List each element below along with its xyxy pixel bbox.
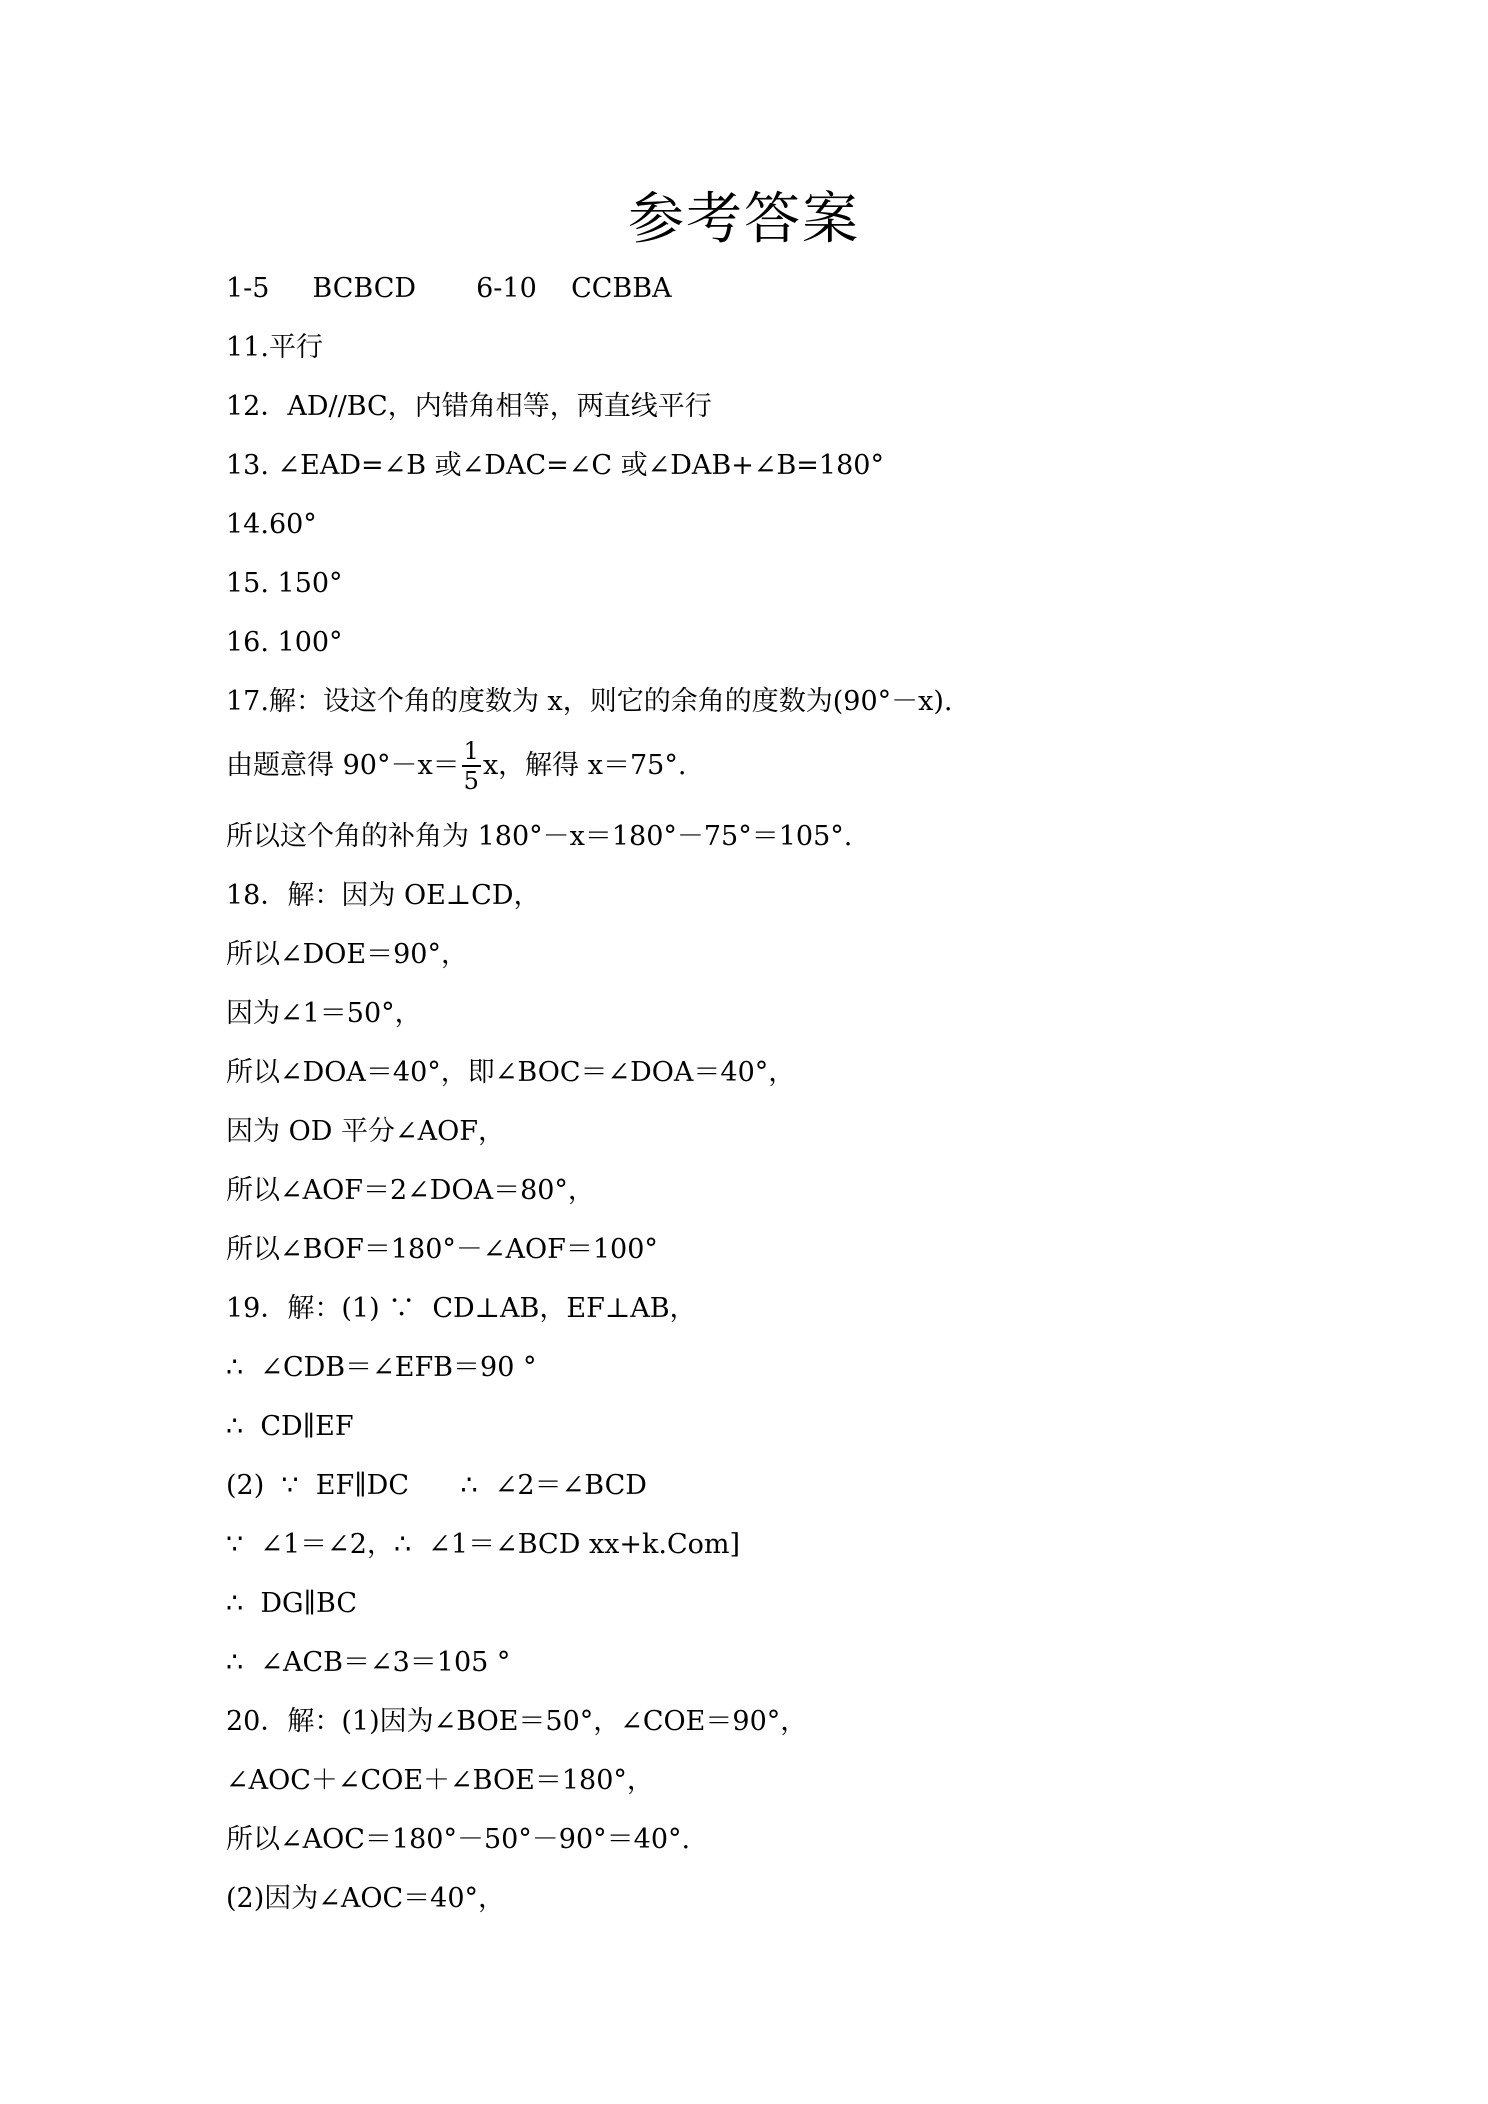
answer-line-18e: 因为 OD 平分∠AOF， xyxy=(226,1116,505,1147)
answer-line-18b: 所以∠DOE＝90°， xyxy=(226,939,468,970)
fraction-equation-line xyxy=(226,733,686,799)
answer-line-19c: ∴ CD∥EF xyxy=(226,1411,354,1442)
fraction-suffix: x，解得 x＝75°. xyxy=(482,750,687,781)
answer-line-19b: ∴ ∠CDB＝∠EFB＝90 ° xyxy=(226,1352,537,1383)
answer-line-18: 18．解：因为 OE⊥CD， xyxy=(226,880,541,911)
answer-line-19f: ∴ DG∥BC xyxy=(226,1588,358,1619)
answer-line-20: 20．解：(1)因为∠BOE＝50°，∠COE＝90°， xyxy=(226,1706,808,1737)
answer-line-20c: 所以∠AOC＝180°－50°－90°＝40°. xyxy=(226,1824,691,1855)
answer-line-18d: 所以∠DOA＝40°，即∠BOC＝∠DOA＝40°， xyxy=(226,1057,796,1088)
answer-line-19: 19．解：(1) ∵ CD⊥AB，EF⊥AB， xyxy=(226,1293,697,1324)
answer-line-15: 15. 150° xyxy=(226,568,343,599)
answer-line-18f: 所以∠AOF＝2∠DOA＝80°， xyxy=(226,1175,595,1206)
answer-line-choice: 1-5 BCBCD 6-10 CCBBA xyxy=(226,273,672,304)
answer-line-19d: (2) ∵ EF∥DC ∴ ∠2＝∠BCD xyxy=(226,1470,647,1501)
answer-line-17: 17.解：设这个角的度数为 x，则它的余角的度数为(90°－x). xyxy=(226,686,953,717)
fraction-numerator: 1 xyxy=(463,737,479,765)
answer-line-17b: 所以这个角的补角为 180°－x＝180°－75°＝105°. xyxy=(226,821,853,852)
answer-line-11: 11.平行 xyxy=(226,332,323,363)
fraction-prefix: 由题意得 90°－x＝ xyxy=(226,750,460,781)
answer-line-20d: (2)因为∠AOC＝40°， xyxy=(226,1883,506,1914)
fraction-denominator: 5 xyxy=(463,767,479,795)
fraction xyxy=(462,738,481,794)
answer-line-16: 16. 100° xyxy=(226,627,343,658)
answer-line-20b: ∠AOC＋∠COE＋∠BOE＝180°， xyxy=(226,1765,654,1796)
answer-line-19g: ∴ ∠ACB＝∠3＝105 ° xyxy=(226,1647,511,1678)
answer-line-13: 13. ∠EAD=∠B 或∠DAC=∠C 或∠DAB+∠B=180° xyxy=(226,450,884,481)
document-title: 参考答案 xyxy=(628,187,860,252)
answer-line-19e: ∵ ∠1＝∠2，∴ ∠1＝∠BCD xx+k.Com] xyxy=(226,1529,741,1560)
answer-line-18c: 因为∠1＝50°， xyxy=(226,998,422,1029)
answer-line-12: 12．AD//BC，内错角相等，两直线平行 xyxy=(226,391,712,422)
answer-line-14: 14.60° xyxy=(226,509,317,540)
answer-line-18g: 所以∠BOF＝180°－∠AOF＝100° xyxy=(226,1234,658,1265)
